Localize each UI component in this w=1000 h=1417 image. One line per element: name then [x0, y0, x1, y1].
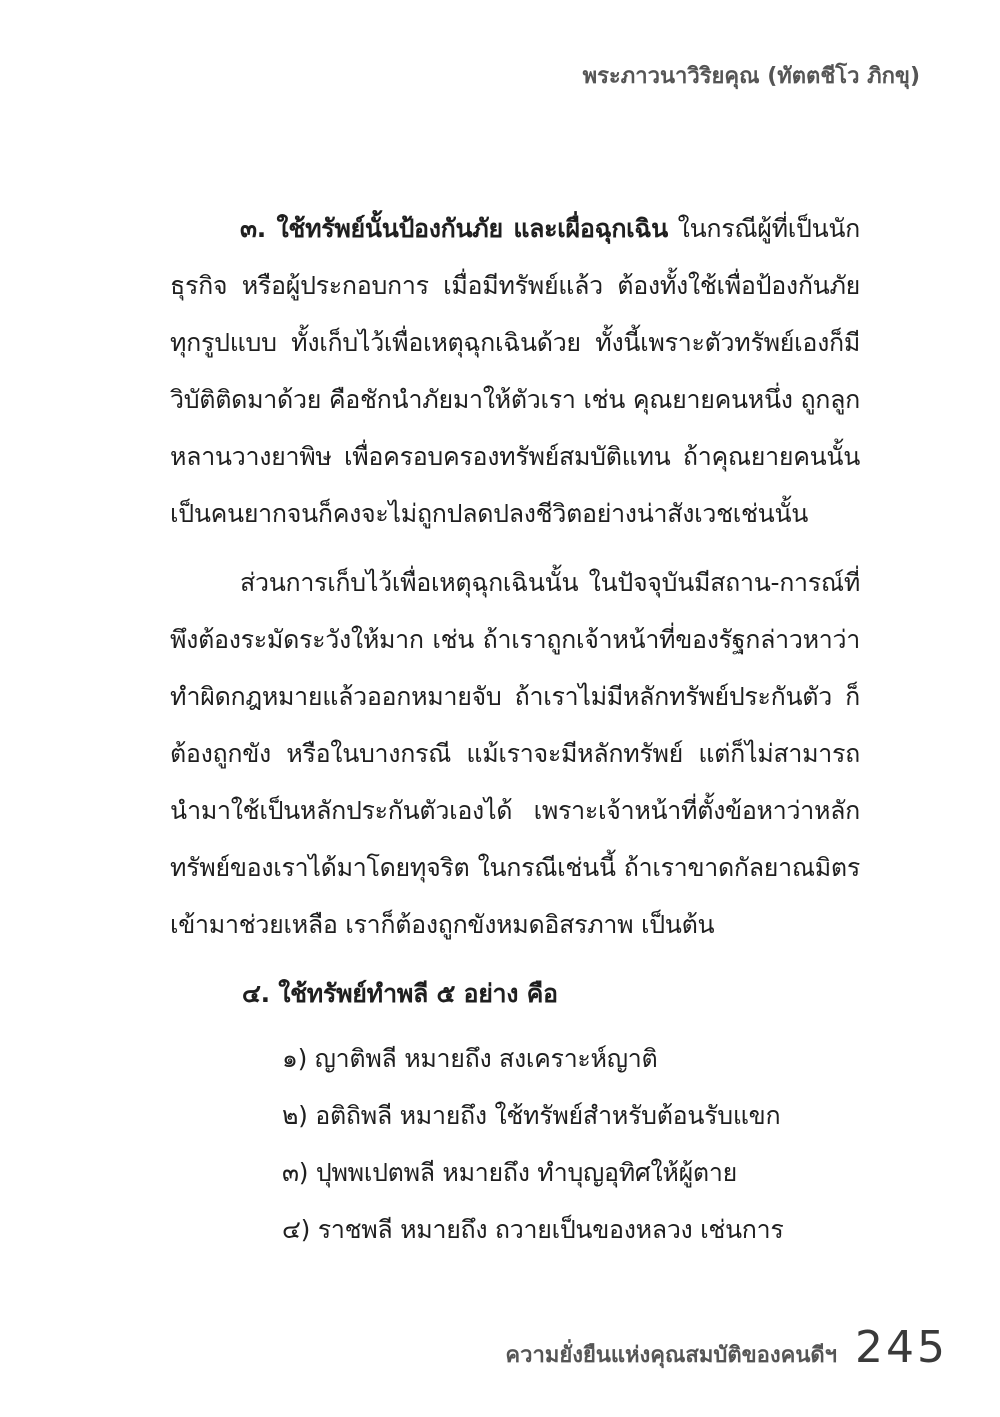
section-3-heading: ๓. ใช้ทรัพย์นั้นป้องกันภัย และเผื่อฉุกเฉิน — [240, 214, 668, 243]
footer-book-title: ความยั่งยืนแห่งคุณสมบัติของคนดีฯ — [505, 1343, 838, 1368]
running-footer — [505, 1322, 948, 1373]
list-item: ๒) อติถิพลี หมายถึง ใช้ทรัพย์สำหรับต้อนรับแขก — [282, 1101, 781, 1130]
page-number: 245 — [855, 1322, 948, 1373]
list-item: ๔) ราชพลี หมายถึง ถวายเป็นของหลวง เช่นการ — [282, 1215, 784, 1244]
offerings-list — [170, 1030, 860, 1258]
section-3-paragraph — [170, 200, 860, 542]
list-item: ๑) ญาติพลี หมายถึง สงเคราะห์ญาติ — [282, 1044, 658, 1073]
emergency-paragraph: ส่วนการเก็บไว้เพื่อเหตุฉุกเฉินนั้น ในปัจจุบันมีสถาน-การณ์ที่พึงต้องระมัดระวังให้มาก เช่น ถ้าเราถูกเจ้าหน้าที่ของรัฐกล่าวหาว่าทำผิดกฎหมายแล้วออกหมายจับ ถ้าเราไม่มีหลักทรัพย์ประกันตัว ก็ต้องถูกขัง หรือในบางกรณี แม้เราจะมีหลักทรัพย์ แต่ก็ไม่สามารถนำมาใช้เป็นหลักประกันตัวเองได้ เพราะเจ้าหน้าที่ตั้งข้อหาว่าหลักทรัพย์ของเราได้มาโดยทุจริต ในกรณีเช่นนี้ ถ้าเราขาดกัลยาณมิตรเข้ามาช่วยเหลือ เราก็ต้องถูกขังหมดอิสรภาพ เป็นต้น — [170, 568, 860, 939]
list-item: ๓) ปุพพเปตพลี หมายถึง ทำบุญอุทิศให้ผู้ตาย — [282, 1158, 737, 1187]
section-3-text: ในกรณีผู้ที่เป็นนักธุรกิจ หรือผู้ประกอบการ เมื่อมีทรัพย์แล้ว ต้องทั้งใช้เพื่อป้องกันภัยทุกรูปแบบ ทั้งเก็บไว้เพื่อเหตุฉุกเฉินด้วย ทั้งนี้เพราะตัวทรัพย์เองก็มีวิบัติติดมาด้วย คือชักนำภัยมาให้ตัวเรา เช่น คุณยายคนหนึ่ง ถูกลูกหลานวางยาพิษ เพื่อครอบครองทรัพย์สมบัติแทน ถ้าคุณยายคนนั้นเป็นคนยากจนก็คงจะไม่ถูกปลดปลงชีวิตอย่างน่าสังเวชเช่นนั้น — [170, 214, 860, 528]
running-header: พระภาวนาวิริยคุณ (ทัตตชีโว ภิกขุ) — [582, 64, 920, 89]
body-text — [170, 200, 860, 1258]
section-4-heading: ๔. ใช้ทรัพย์ทำพลี ๕ อย่าง คือ — [242, 979, 558, 1008]
